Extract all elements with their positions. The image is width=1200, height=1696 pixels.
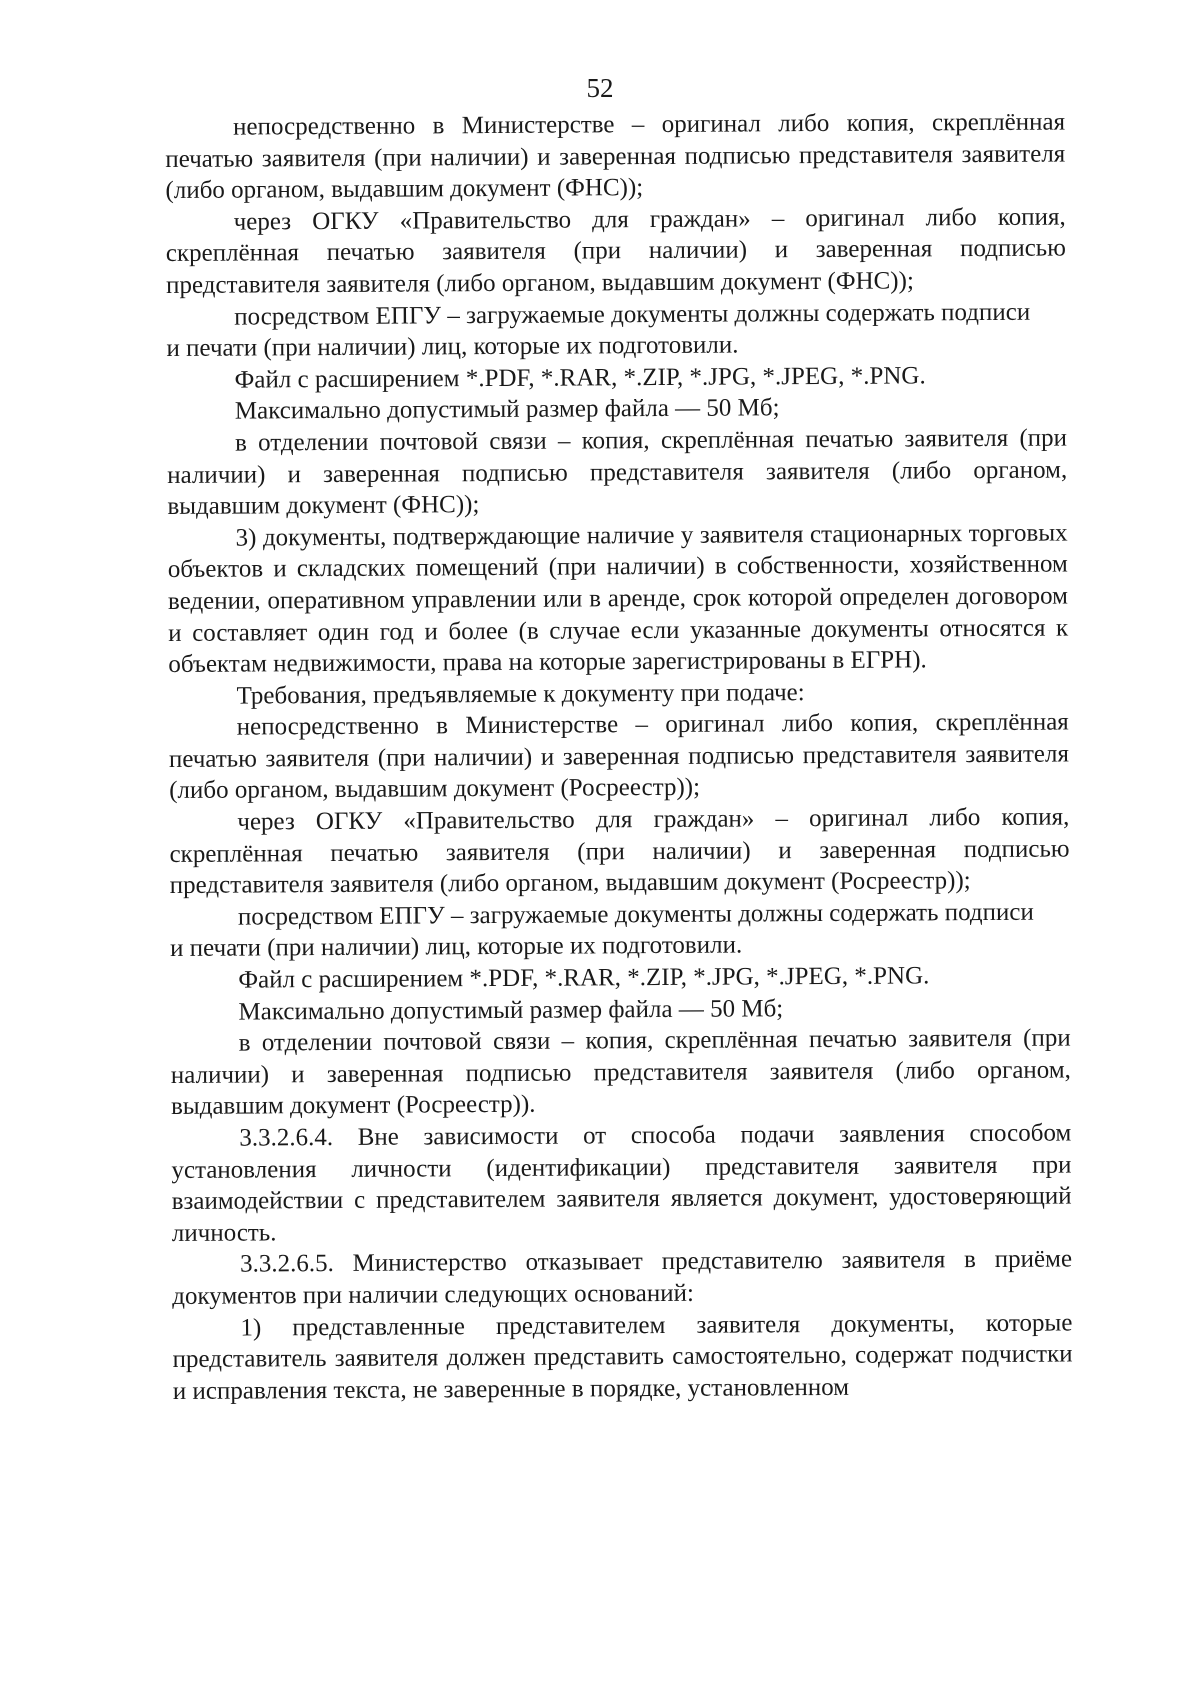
paragraph: в отделении почтовой связи – копия, скреплённая печатью заявителя (при наличии) и заверенная подписью представителя заявителя (либо органом, выдавшим документ (Росреестр)). [170, 1024, 1071, 1121]
paragraph: через ОГКУ «Правительство для граждан» – оригинал либо копия, скреплённая печатью заявителя (при наличии) и заверенная подписью представителя заявителя (либо органом, выдавшим документ (Росреестр)); [169, 803, 1070, 900]
paragraph: 1) представленные представителем заявителя документы, которые представитель заявителя должен представить самостоятельно, содержат подчистки и исправления текста, не заверенные в порядке, установленном [172, 1309, 1073, 1405]
paragraph: непосредственно в Министерстве – оригинал либо копия, скреплённая печатью заявителя (при наличии) и заверенная подписью представителя заявителя (либо органом, выдавшим документ (Росреестр)); [168, 708, 1070, 805]
paragraph: 3.3.2.6.5. Министерство отказывает представителю заявителя в приёме документов при наличии следующих оснований: [172, 1245, 1073, 1310]
paragraph: посредством ЕПГУ – загружаемые документы должны содержать подписи [234, 298, 1031, 331]
paragraph: Файл с расширением *.PDF, *.RAR, *.ZIP, *.JPG, *.JPEG, *.PNG. [238, 962, 930, 994]
paragraph: Требования, предъявляемые к документу при подаче: [236, 678, 805, 710]
paragraph: Максимально допустимый размер файла — 50 Мб; [238, 994, 784, 1026]
paragraph: и печати (при наличии) лиц, которые их подготовили. [166, 331, 739, 363]
paragraph: 3) документы, подтверждающие наличие у заявителя стационарных торговых объектов и складских помещений (при наличии) в собственности, хозяйственном ведении, оперативном управлении или в аренде, срок которой определен договором и составляет один год и более (в случае если указанные документы относятся к объектам недвижимости, права на которые зарегистрированы в ЕГРН). [167, 519, 1069, 679]
page-number: 52 [586, 73, 614, 103]
paragraph: через ОГКУ «Правительство для граждан» – оригинал либо копия, скреплённая печатью заявителя (при наличии) и заверенная подписью представителя заявителя (либо органом, выдавшим документ (ФНС)); [165, 203, 1066, 299]
paragraph: Максимально допустимый размер файла — 50 Мб; [234, 394, 780, 425]
paragraph: в отделении почтовой связи – копия, скреплённая печатью заявителя (при наличии) и заверенная подписью представителя заявителя (либо органом, выдавшим документ (ФНС)); [167, 424, 1068, 521]
paragraph: 3.3.2.6.4. Вне зависимости от способа подачи заявления способом установления личности (идентификации) представителя заявителя при взаимодействии с представителем заявителя является документ, удостоверяющий личность. [171, 1119, 1072, 1247]
paragraph: посредством ЕПГУ – загружаемые документы должны содержать подписи [237, 898, 1034, 931]
paragraph: Файл с расширением *.PDF, *.RAR, *.ZIP, *.JPG, *.JPEG, *.PNG. [234, 362, 926, 394]
document-body [165, 107, 1073, 1408]
paragraph: непосредственно в Министерстве – оригинал либо копия, скреплённая печатью заявителя (при наличии) и заверенная подписью представителя заявителя (либо органом, выдавшим документ (ФНС)); [165, 108, 1066, 205]
paragraph: и печати (при наличии) лиц, которые их подготовили. [170, 931, 743, 963]
